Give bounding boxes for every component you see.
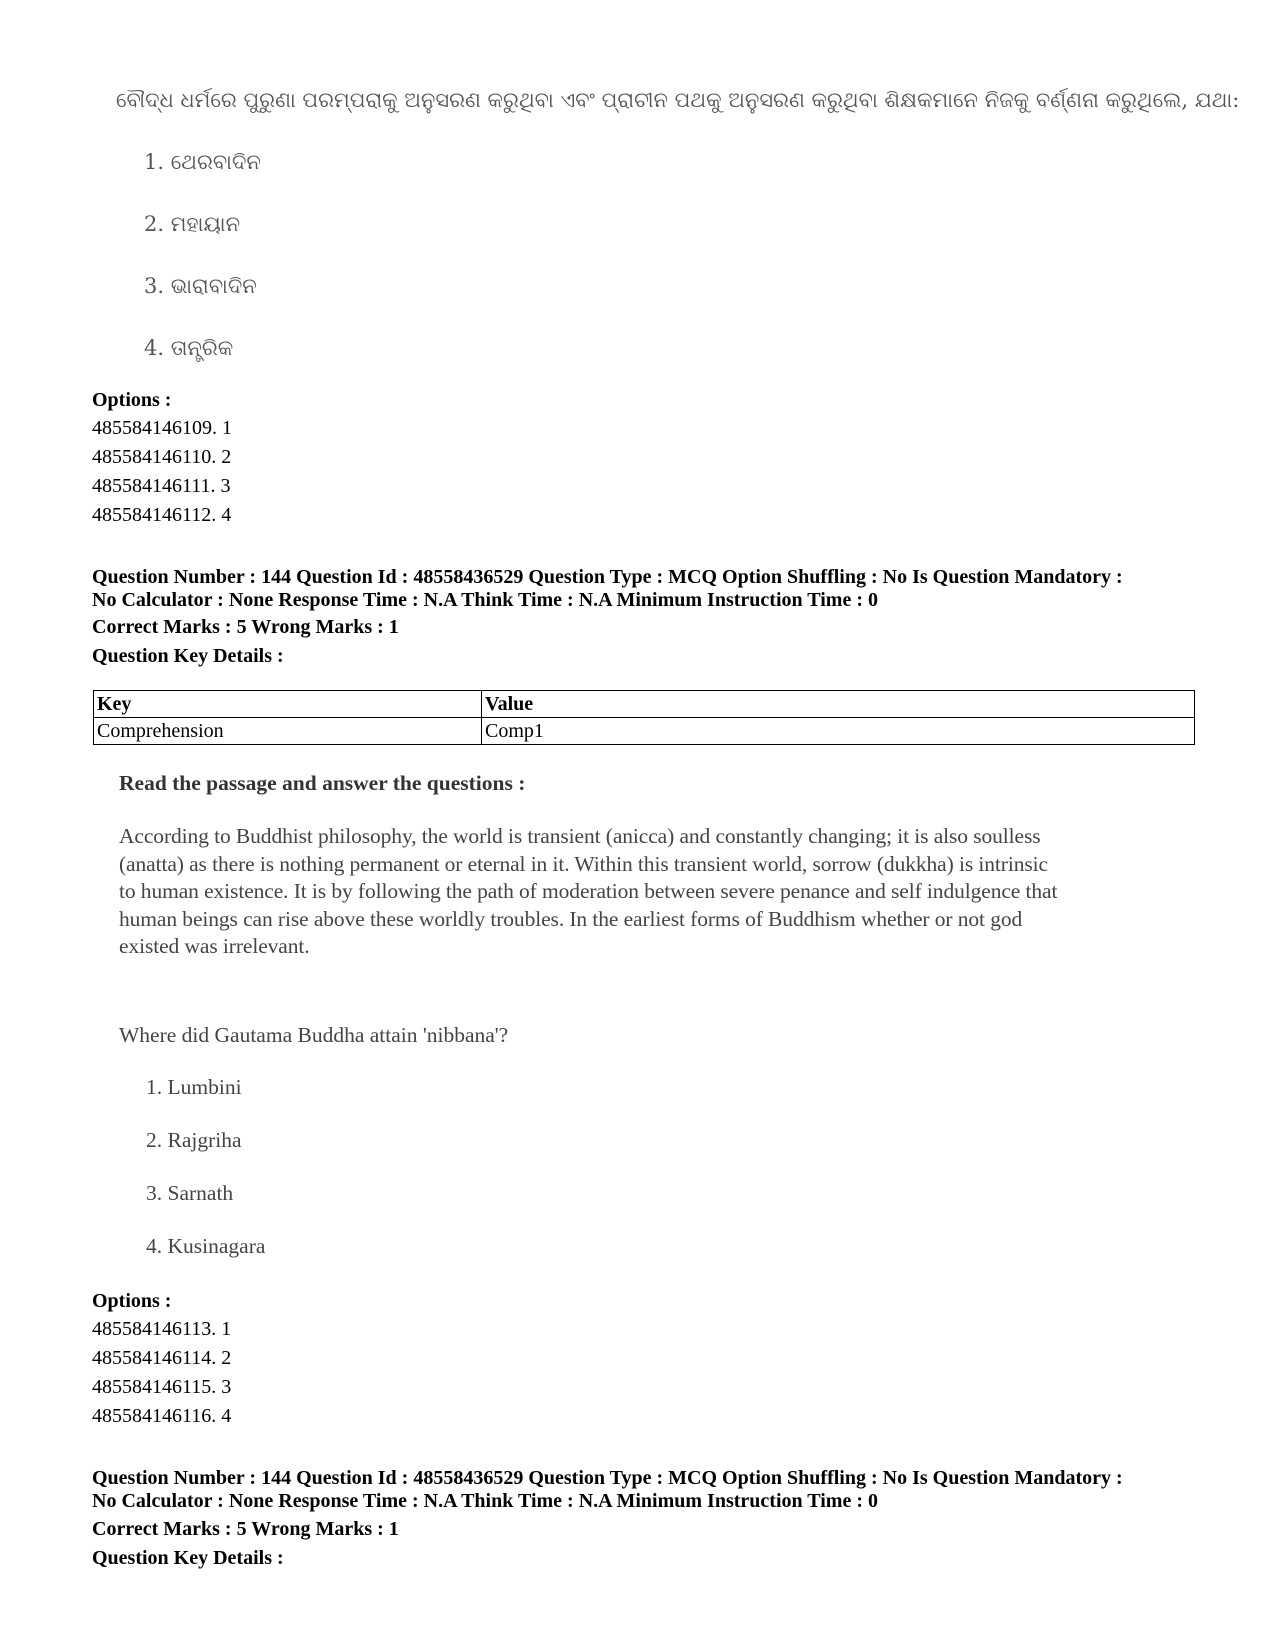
question-key-table (93, 690, 1195, 745)
question-meta-line2: No Calculator : None Response Time : N.A Think Time : N.A Minimum Instruction Time : 0 (92, 1490, 878, 1512)
options-label: Options : (92, 389, 172, 411)
cell-value: Comp1 (482, 718, 1195, 745)
choice-3: 3. ଭାରାବାଦିନ (144, 274, 257, 298)
question-meta-line1: Question Number : 144 Question Id : 48558436529 Question Type : MCQ Option Shuffling : No Is Question Mandatory : (92, 566, 1123, 588)
passage (119, 823, 1189, 961)
options-list (92, 414, 232, 530)
passage-line: human beings can rise above these worldly troubles. In the earliest forms of Buddhism whether or not god (119, 906, 1023, 931)
option-item: 485584146113. 1 (92, 1318, 232, 1340)
choice-3: 3. Sarnath (146, 1181, 234, 1205)
header-value: Value (482, 691, 1195, 718)
options-label: Options : (92, 1290, 172, 1312)
option-item: 485584146112. 4 (92, 504, 232, 526)
option-item: 485584146109. 1 (92, 417, 232, 439)
question-meta-line1: Question Number : 144 Question Id : 48558436529 Question Type : MCQ Option Shuffling : No Is Question Mandatory : (92, 1467, 1123, 1489)
question-meta-line2: No Calculator : None Response Time : N.A Think Time : N.A Minimum Instruction Time : 0 (92, 589, 878, 611)
key-details-label: Question Key Details : (92, 645, 284, 667)
key-details-label: Question Key Details : (92, 1547, 284, 1569)
passage-line: (anatta) as there is nothing permanent or eternal in it. Within this transient world, sorrow (dukkha) is intrinsic (119, 851, 1048, 876)
passage-line: existed was irrelevant. (119, 934, 310, 958)
passage-line: to human existence. It is by following the path of moderation between severe penance and self indulgence that (119, 879, 1058, 903)
option-item: 485584146116. 4 (92, 1405, 232, 1427)
choice-4: 4. Kusinagara (146, 1234, 266, 1258)
table-header-row (94, 691, 1195, 718)
passage-heading: Read the passage and answer the questions : (119, 771, 526, 795)
choice-2: 2. ମହାୟାନ (144, 212, 241, 236)
question-text: Where did Gautama Buddha attain 'nibbana'? (119, 1023, 509, 1047)
option-item: 485584146111. 3 (92, 475, 231, 497)
option-item: 485584146110. 2 (92, 446, 232, 468)
question-text-odia: ବୌଦ୍ଧ ଧର୍ମରେ ପୁରୁଣା ପରମ୍ପରାକୁ ଅନୁସରଣ କରୁଥିବା ଏବଂ ପ୍ରାଚୀନ ପଥକୁ ଅନୁସରଣ କରୁଥିବା ଶିକ୍ଷକମାନେ ନିଜକୁ ବର୍ଣ୍ଣନା କରୁଥିଲେ, ଯଥା: (116, 88, 1240, 112)
choice-1: 1. ଥେରବାଦିନ (144, 150, 261, 174)
options-list (92, 1315, 231, 1431)
option-item: 485584146115. 3 (92, 1376, 232, 1398)
cell-key: Comprehension (94, 718, 482, 745)
marks-line: Correct Marks : 5 Wrong Marks : 1 (92, 616, 399, 638)
option-item: 485584146114. 2 (92, 1347, 232, 1369)
table-row (94, 718, 1195, 745)
header-key: Key (94, 691, 482, 718)
marks-line: Correct Marks : 5 Wrong Marks : 1 (92, 1518, 399, 1540)
choice-4: 4. ତାନ୍ତ୍ରିକ (144, 336, 234, 360)
choice-1: 1. Lumbini (146, 1075, 242, 1099)
choice-2: 2. Rajgriha (146, 1128, 242, 1152)
passage-line: According to Buddhist philosophy, the world is transient (anicca) and constantly changing; it is also soulless (119, 824, 1041, 848)
